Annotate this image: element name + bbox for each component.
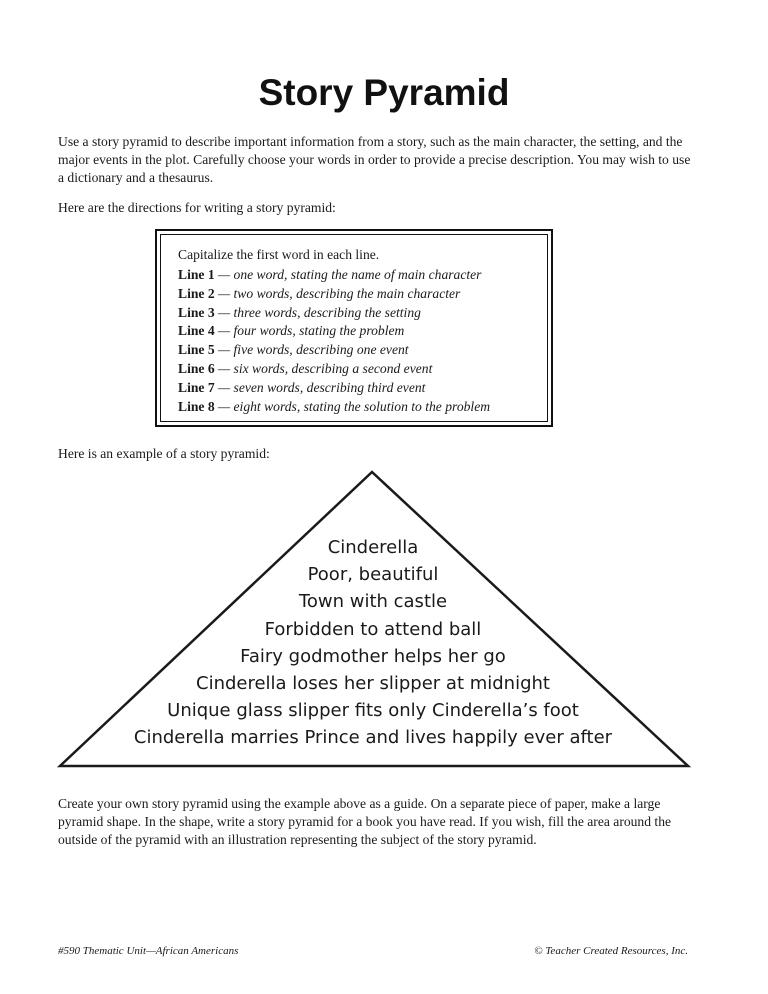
directions-box: [155, 229, 553, 427]
direction-label: Line 1: [178, 267, 215, 282]
direction-text: — five words, describing one event: [214, 342, 409, 358]
direction-line-8: [178, 398, 547, 417]
pyramid-line-1: Cinderella: [327, 537, 419, 558]
pyramid-line-2: Poor, beautiful: [307, 564, 439, 586]
pyramid-line-5: Fairy godmother helps her go: [240, 645, 506, 667]
pyramid-line-8: Cinderella marries Prince and lives happily ever after: [133, 727, 613, 749]
direction-label: Line 2: [178, 285, 215, 301]
page-title: Story Pyramid: [258, 72, 510, 113]
directions-lead: Here are the directions for writing a story pyramid:: [58, 200, 336, 215]
direction-label: Line 4: [178, 323, 215, 339]
direction-label: Line 5: [178, 342, 215, 358]
intro-paragraph: Use a story pyramid to describe important information from a story, such as the main character, the setting, and the major events in the plot. Carefully choose your words in order to provide a precise description. You may wish to use a dictionary and a thesaurus.: [58, 134, 691, 185]
direction-text: — four words, stating the problem: [214, 323, 405, 339]
direction-line-4: [178, 322, 547, 341]
pyramid-line-3: Town with castle: [298, 591, 448, 613]
direction-label: Line 8: [178, 398, 215, 414]
direction-line-5: [178, 341, 547, 360]
direction-line-6: [178, 360, 547, 379]
direction-text: — one word, stating the name of main character: [214, 267, 482, 282]
direction-label: Line 7: [178, 379, 215, 395]
direction-label: Line 6: [178, 360, 215, 376]
directions-box-inner: [160, 234, 548, 422]
pyramid-line-6: Cinderella loses her slipper at midnight: [196, 673, 550, 695]
directions-heading: Capitalize the first word in each line.: [178, 247, 380, 262]
closing-paragraph: Create your own story pyramid using the example above as a guide. On a separate piece of paper, make a large pyramid shape. In the shape, write a story pyramid for a book you have read. If you wish, fill the area around the outside of the pyramid with an illustration representing the subject of the story pyramid.: [58, 796, 672, 847]
direction-line-7: [178, 379, 547, 398]
direction-label: Line 3: [178, 304, 215, 320]
example-lead: Here is an example of a story pyramid:: [58, 446, 270, 461]
direction-text: — three words, describing the setting: [214, 304, 421, 320]
pyramid-line-7: Unique glass slipper fits only Cinderella’s foot: [167, 700, 579, 722]
direction-line-2: [178, 285, 547, 304]
direction-line-3: [178, 304, 547, 323]
direction-text: — seven words, describing third event: [214, 379, 426, 395]
direction-text: — two words, describing the main character: [214, 285, 461, 301]
direction-text: — six words, describing a second event: [214, 360, 433, 376]
footer-unit-label: #590 Thematic Unit—African Americans: [58, 945, 239, 957]
footer-copyright: © Teacher Created Resources, Inc.: [534, 945, 688, 957]
direction-text: — eight words, stating the solution to the problem: [214, 398, 491, 414]
pyramid-line-4: Forbidden to attend ball: [264, 618, 482, 640]
pyramid-text: [0, 534, 746, 752]
direction-line-1: [178, 266, 547, 285]
